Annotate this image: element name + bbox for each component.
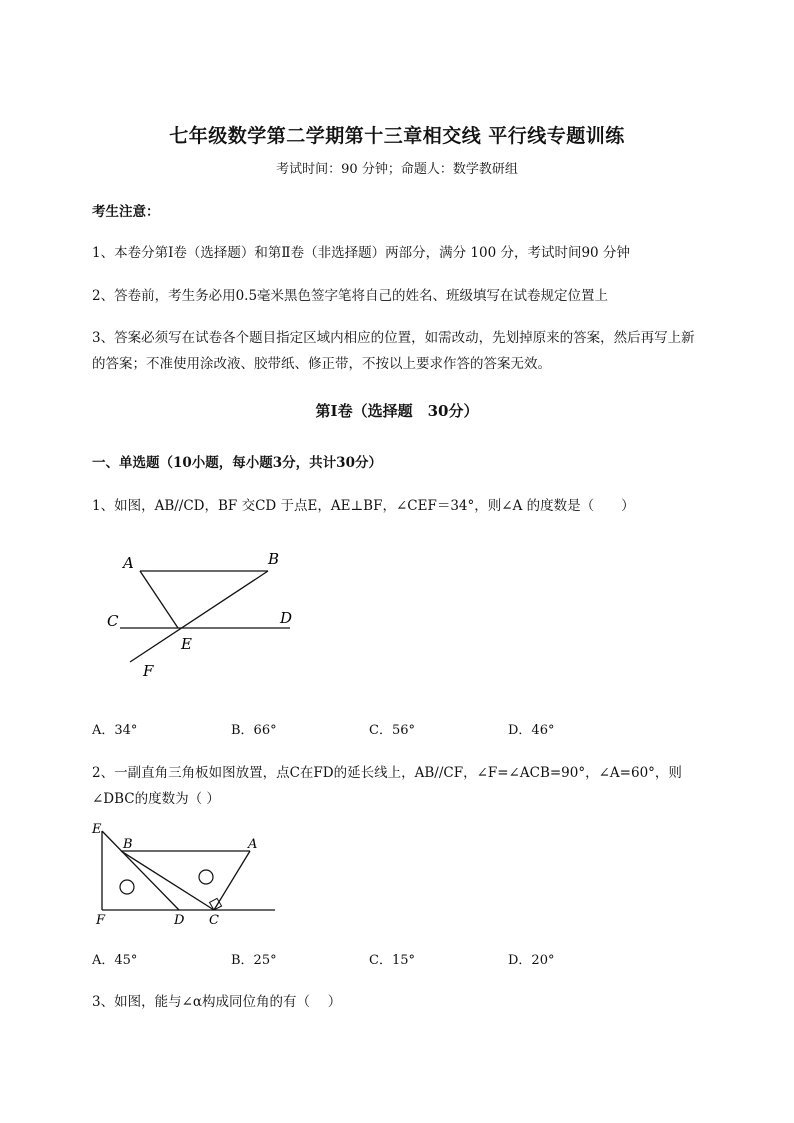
question-1-text: 1、如图，AB//CD，BF 交CD 于点E，AE⊥BF，∠CEF＝34°，则∠A 的度数是（ ） bbox=[92, 498, 635, 514]
q2-option-d[interactable]: D．20° bbox=[508, 953, 555, 968]
q2-option-a[interactable]: A．45° bbox=[92, 953, 138, 968]
question-2-figure bbox=[88, 820, 283, 930]
line-ae bbox=[140, 571, 178, 628]
line-ed bbox=[102, 831, 179, 910]
triangle-hole-left bbox=[120, 880, 134, 894]
q2-option-c[interactable]: C．15° bbox=[369, 953, 415, 968]
label-c: C bbox=[107, 612, 119, 630]
label-c: C bbox=[209, 913, 219, 928]
label-b: B bbox=[268, 550, 280, 568]
notice-item-3: 3、答案必须写在试卷各个题目指定区域内相应的位置，如需改动，先划掉原来的答案，然后再写上新 bbox=[92, 330, 695, 346]
label-a: A bbox=[248, 837, 258, 852]
label-d: D bbox=[280, 609, 293, 627]
line-ac bbox=[214, 851, 250, 910]
q1-option-b[interactable]: B．66° bbox=[231, 723, 277, 738]
q1-option-d[interactable]: D．46° bbox=[508, 723, 555, 738]
label-a: A bbox=[123, 554, 134, 572]
label-f: F bbox=[143, 662, 154, 680]
q1-option-a[interactable]: A．34° bbox=[92, 723, 138, 738]
notice-item-1: 1、本卷分第Ⅰ卷（选择题）和第Ⅱ卷（非选择题）两部分，满分 100 分，考试时间90 分钟 bbox=[92, 245, 630, 261]
notice-item-3-cont: 的答案；不准使用涂改液、胶带纸、修正带，不按以上要求作答的答案无效。 bbox=[92, 356, 551, 372]
question-3-text: 3、如图，能与∠α构成同位角的有（ ） bbox=[92, 994, 342, 1010]
section-title: 第Ⅰ卷（选择题 30分） bbox=[315, 402, 479, 420]
triangle-hole-right bbox=[199, 870, 213, 884]
q1-option-c[interactable]: C．56° bbox=[369, 723, 415, 738]
part-heading: 一、单选题（10小题，每小题3分，共计30分） bbox=[92, 455, 382, 471]
notice-item-2: 2、答卷前，考生务必用0.5毫米黑色签字笔将自己的姓名、班级填写在试卷规定位置上 bbox=[92, 288, 609, 304]
line-bf bbox=[130, 571, 268, 662]
question-1-figure bbox=[100, 545, 310, 685]
question-2-text-line2: ∠DBC的度数为（ ） bbox=[92, 791, 220, 807]
page-title: 七年级数学第二学期第十三章相交线 平行线专题训练 bbox=[169, 125, 625, 147]
exam-info: 考试时间：90 分钟；命题人：数学教研组 bbox=[276, 162, 518, 177]
label-e: E bbox=[92, 822, 102, 837]
notice-heading: 考生注意： bbox=[92, 204, 160, 220]
question-2-text-line1: 2、一副直角三角板如图放置，点C在FD的延长线上，AB//CF，∠F=∠ACB=90°，∠A=60°，则 bbox=[92, 765, 682, 781]
label-d: D bbox=[174, 913, 185, 928]
q2-option-b[interactable]: B．25° bbox=[231, 953, 277, 968]
label-e: E bbox=[181, 635, 192, 653]
label-f: F bbox=[96, 913, 106, 928]
label-b: B bbox=[123, 837, 133, 852]
